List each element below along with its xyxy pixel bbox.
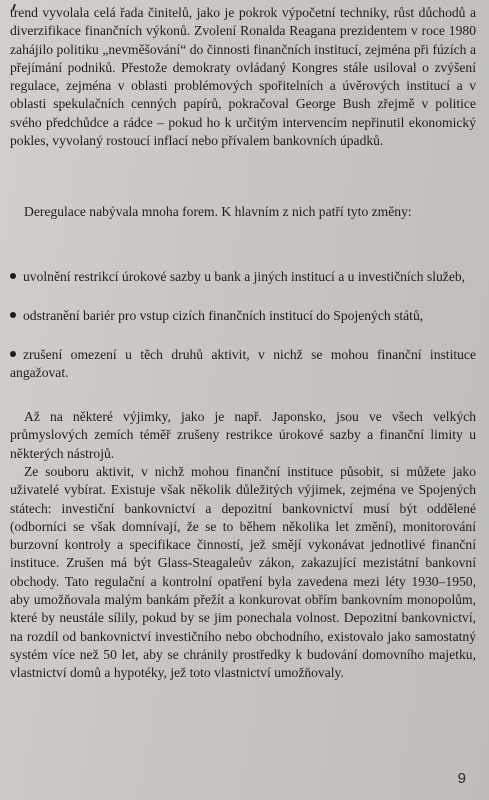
page-number: 9 [457, 770, 466, 787]
list-item [10, 268, 476, 286]
bullet-icon [10, 351, 16, 357]
list-item-text: odstranění bariér pro vstup cizích finančních institucí do Spojených států, [23, 308, 424, 323]
choice-paragraph: Ze souboru aktivit, v nichž mohou finanční instituce působit, si můžete jako uživatelé vybírat. Existuje však několik důležitých výjimek, zejména ve Spojených státech: investiční bankovnictví a depozitní bankovnictví musí být oddělené (odborníci se však domnívají, že se to během několika let změní), monitorování burzovní kontroly a specifikace činností, jež smějí vykonávat jednotlivé finanční instituce. Zrušen má být Glass-Steagaleův zákon, zakazující mezistátní bankovní obchody. Tato regulační a kontrolní opatření byla zavedena mezi léty 1930–1950, aby umožňovala malým bankám přežít a konkurovat obřím bankovním monopolům, které by neustále sílily, pokud by se jim ponechala volnost. Depozitní bankovnictví, na rozdíl od bankovnictví investičního nebo obchodního, existovalo jako samostatný systém více než 50 let, aby se chránily prostředky k budování domovního majetku, vlastnictví domů a hypotéky, jež toto vlastnictví umožňovaly. [10, 464, 476, 681]
list-item [10, 307, 476, 325]
bullet-icon [10, 312, 16, 318]
book-page [10, 0, 478, 800]
list-item-text: zrušení omezení u těch druhů aktivit, v nichž se mohou finanční instituce angažovat. [10, 347, 476, 381]
japan-paragraph: Až na některé výjimky, jako je např. Japonsko, jsou ve všech velkých průmyslových zemích téměř zrušeny restrikce úrokové sazby a finanční limity u některých nástrojů. [10, 409, 476, 461]
bullet-icon [10, 273, 16, 279]
deregulation-paragraph: Deregulace nabývala mnoha forem. K hlavním z nich patří tyto změny: [24, 204, 412, 219]
intro-paragraph: trend vyvolala celá řada činitelů, jako je pokrok výpočetní techniky, růst důchodů a diverzifikace finančních výkonů. Zvolení Ronalda Reagana prezidentem v roce 1980 zahájilo politiku „nevměšování“ do činnosti finančních institucí, zejména při fúzích a přejímání podniků. Přestože demokraty ovládaný Kongres stále usiloval o zvýšení regulace, zejména v oblasti problémových spořitelních a úvěrových institucí a v oblasti spekulačních cenných papírů, pokračoval George Bush zřejmě v politice svého předchůdce a rádce – pokud ho k určitým intervencím nepřinutil ekonomický pokles, vyvolaný rostoucí inflací nebo přívalem bankovních úpadků. [10, 5, 476, 149]
list-item-text: uvolnění restrikcí úrokové sazby u bank a jiných institucí a u investičních služeb, [23, 269, 466, 284]
list-item [10, 346, 476, 383]
